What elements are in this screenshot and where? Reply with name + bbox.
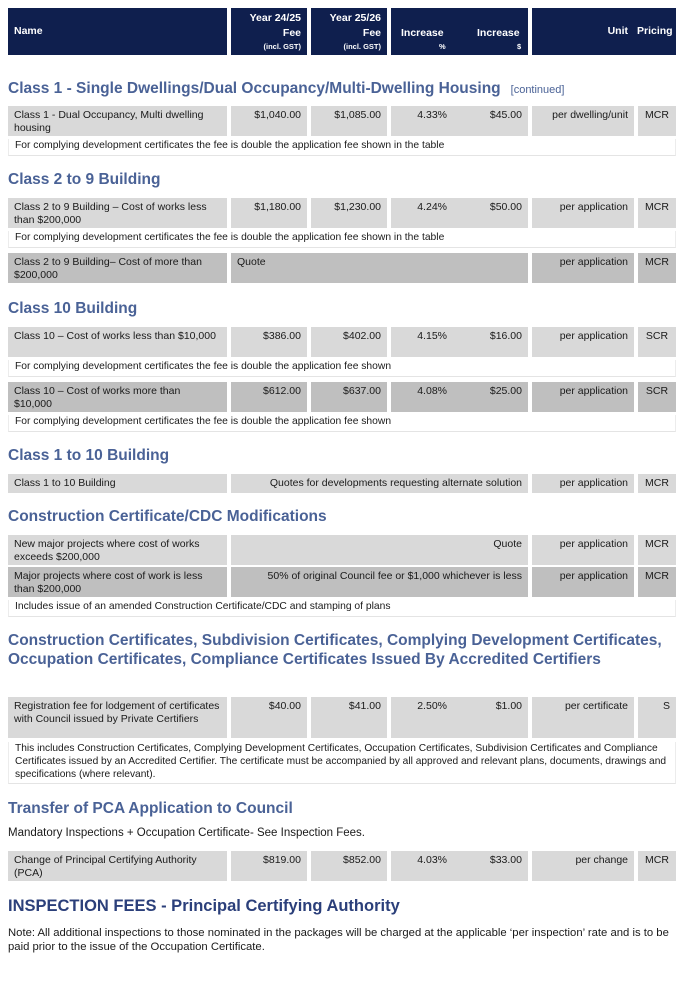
header-increase-pct: Increase: [401, 27, 444, 39]
row-fee-quote: Quote: [231, 253, 528, 283]
row-unit: per application: [532, 567, 634, 597]
row-fee-2526: $1,230.00: [311, 198, 387, 228]
header-year1-fee: Fee: [282, 27, 301, 39]
row-fee-2425: $612.00: [231, 382, 307, 412]
section-title-class10: Class 10 Building: [8, 300, 138, 317]
row-increase-pct: 4.15%: [391, 327, 453, 357]
row-increase-amt: $45.00: [453, 106, 528, 136]
note-cdc-double-2: For complying development certificates the fee is double the application fee shown in the table: [8, 231, 676, 248]
header-increase-amt-sub: $: [517, 42, 522, 51]
row-pricing: MCR: [638, 474, 676, 493]
header-name-cell: [8, 8, 227, 55]
row-fee-2526: $41.00: [311, 697, 387, 738]
header-year2-fee: Fee: [362, 27, 381, 39]
section-title-class2to9: Class 2 to 9 Building: [8, 171, 161, 188]
row-increase-amt: $50.00: [453, 198, 528, 228]
row-fee-2526: $637.00: [311, 382, 387, 412]
row-name: Class 10 – Cost of works more than $10,000: [8, 382, 227, 412]
row-increase-amt: $1.00: [453, 697, 528, 738]
header-increase-pct-cell: [391, 8, 453, 55]
row-pricing: MCR: [638, 253, 676, 283]
row-unit: per application: [532, 382, 634, 412]
header-increase-amt: Increase: [477, 27, 520, 39]
row-increase-pct: 2.50%: [391, 697, 453, 738]
row-unit: per certificate: [532, 697, 634, 738]
note-cdc-double-3: For complying development certificates the fee is double the application fee shown: [8, 360, 676, 377]
mandatory-inspections-text: Mandatory Inspections + Occupation Certificate- See Inspection Fees.: [8, 827, 366, 839]
section-title-transfer-pca: Transfer of PCA Application to Council: [8, 800, 293, 817]
row-fee-note: 50% of original Council fee or $1,000 whichever is less: [231, 567, 528, 597]
header-increase-pct-sub: %: [439, 42, 446, 51]
row-fee-quote: Quotes for developments requesting alternate solution: [231, 474, 528, 493]
header-pricing: Pricing: [637, 25, 673, 37]
header-year2-gst: (incl. GST): [343, 42, 381, 51]
row-pricing: SCR: [638, 382, 676, 412]
row-pricing: SCR: [638, 327, 676, 357]
note-cdc-double-4: For complying development certificates the fee is double the application fee shown: [8, 415, 676, 432]
header-increase-amt-cell: [453, 8, 528, 55]
row-pricing: MCR: [638, 535, 676, 565]
header-unit-cell: [532, 8, 634, 55]
row-increase-amt: $16.00: [453, 327, 528, 357]
row-name: Class 10 – Cost of works less than $10,000: [8, 327, 227, 357]
row-increase-amt: $33.00: [453, 851, 528, 881]
row-pricing: MCR: [638, 106, 676, 136]
header-unit: Unit: [607, 25, 628, 37]
row-pricing: S: [638, 697, 676, 738]
row-name: Class 1 to 10 Building: [8, 474, 227, 493]
row-pricing: MCR: [638, 567, 676, 597]
row-increase-pct: 4.24%: [391, 198, 453, 228]
row-name: Major projects where cost of work is less than $200,000: [8, 567, 227, 597]
row-unit: per change: [532, 851, 634, 881]
row-fee-2425: $1,040.00: [231, 106, 307, 136]
inspection-note: Note: All additional inspections to those nominated in the packages will be charged at the applicable ‘per inspection’ rate and is to be paid prior to the issue of the Occupation Certificate.: [8, 927, 669, 953]
section-title-cc-modifications: Construction Certificate/CDC Modifications: [8, 508, 327, 525]
header-pricing-cell: [634, 8, 676, 55]
row-fee-2425: $386.00: [231, 327, 307, 357]
header-name: Name: [14, 25, 43, 37]
section-title-class1: Class 1 - Single Dwellings/Dual Occupancy/Multi-Dwelling Housing [continued]: [8, 80, 565, 97]
row-name: Change of Principal Certifying Authority (PCA): [8, 851, 227, 881]
header-year2-cell: [311, 8, 387, 55]
row-fee-2425: $819.00: [231, 851, 307, 881]
row-name: New major projects where cost of works exceeds $200,000: [8, 535, 227, 565]
row-fee-quote: Quote: [231, 535, 528, 565]
header-year1-gst: (incl. GST): [263, 42, 301, 51]
row-fee-2526: $402.00: [311, 327, 387, 357]
row-name: Registration fee for lodgement of certificates with Council issued by Private Certifiers: [8, 697, 227, 738]
row-fee-2425: $40.00: [231, 697, 307, 738]
row-increase-pct: 4.33%: [391, 106, 453, 136]
row-name: Class 2 to 9 Building– Cost of more than $200,000: [8, 253, 227, 283]
row-pricing: MCR: [638, 851, 676, 881]
note-amended-cc: Includes issue of an amended Construction Certificate/CDC and stamping of plans: [8, 600, 676, 617]
row-increase-pct: 4.03%: [391, 851, 453, 881]
row-unit: per application: [532, 535, 634, 565]
section-title-accredited-certifiers: Construction Certificates, Subdivision Certificates, Complying Development Certificates, Occupation Certificates, Compliance Certificates Issued By Accredited Certifiers: [8, 632, 662, 668]
header-year1-cell: [231, 8, 307, 55]
row-increase-amt: $25.00: [453, 382, 528, 412]
note-accredited-certifier: This includes Construction Certificates, Complying Development Certificates, Occupation Certificates, Subdivision Certificates and Compliance Certificates issued by an Accredited Certifier. The certificate must be accompanied by all approved and relevant plans, documents, drawings and specifications (where relevant).: [8, 742, 676, 784]
inspection-fees-title: INSPECTION FEES - Principal Certifying Authority: [8, 897, 400, 915]
row-unit: per application: [532, 327, 634, 357]
row-fee-2526: $852.00: [311, 851, 387, 881]
header-year1-label: Year 24/25: [249, 12, 301, 24]
header-year2-label: Year 25/26: [329, 12, 381, 24]
row-pricing: MCR: [638, 198, 676, 228]
row-unit: per application: [532, 474, 634, 493]
row-increase-pct: 4.08%: [391, 382, 453, 412]
row-fee-2526: $1,085.00: [311, 106, 387, 136]
section-title-class1to10: Class 1 to 10 Building: [8, 447, 170, 464]
row-unit: per application: [532, 198, 634, 228]
row-unit: per dwelling/unit: [532, 106, 634, 136]
row-name: Class 1 - Dual Occupancy, Multi dwelling housing: [8, 106, 227, 136]
row-fee-2425: $1,180.00: [231, 198, 307, 228]
continued-label: [continued]: [510, 84, 565, 96]
note-cdc-double-1: For complying development certificates the fee is double the application fee shown in the table: [8, 139, 676, 156]
row-unit: per application: [532, 253, 634, 283]
row-name: Class 2 to 9 Building – Cost of works less than $200,000: [8, 198, 227, 228]
